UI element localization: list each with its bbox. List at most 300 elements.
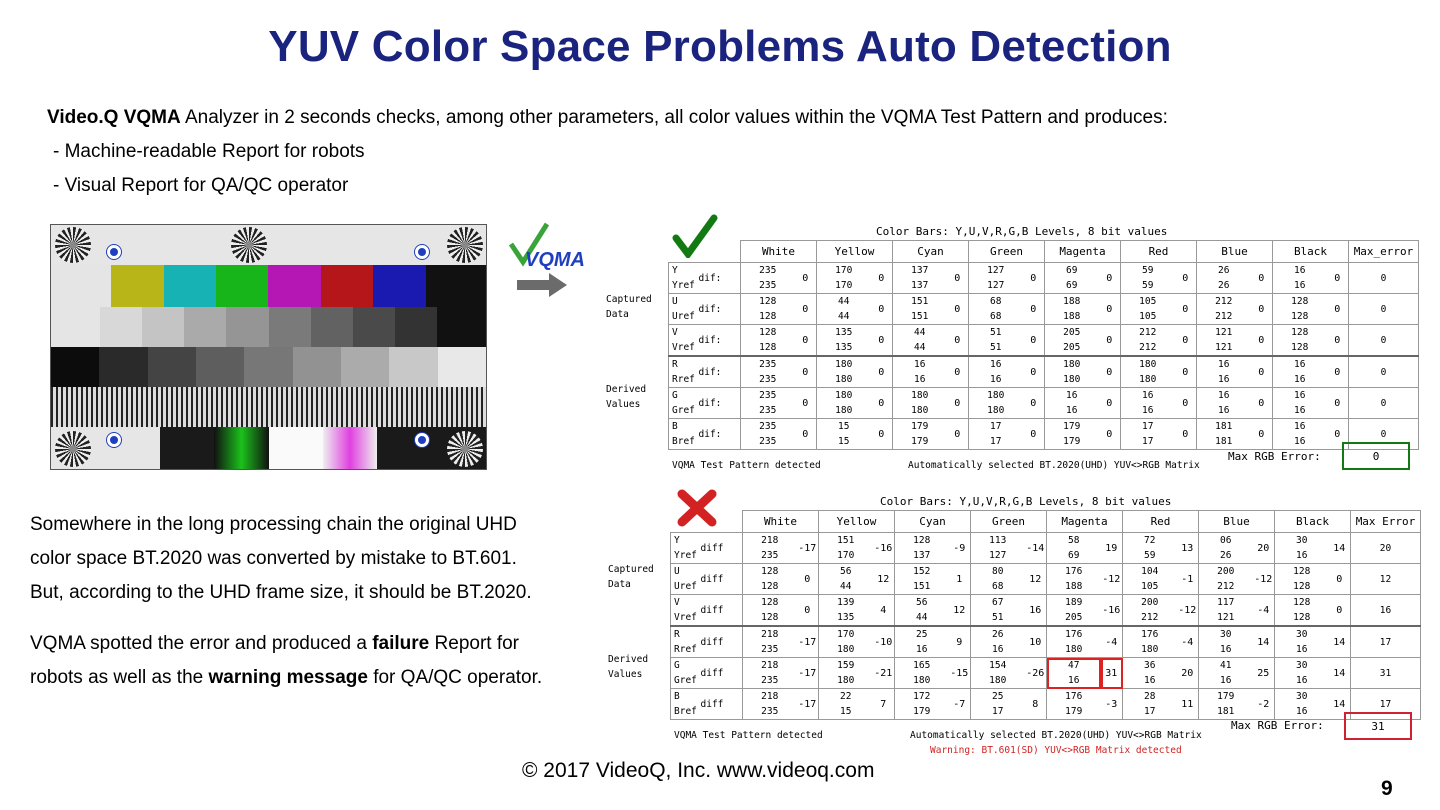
page-title: YUV Color Space Problems Auto Detection — [268, 22, 1172, 71]
measured-value: 180 — [911, 390, 929, 401]
reference-value: 179 — [1063, 436, 1081, 447]
value-cell — [1197, 263, 1251, 294]
row-label — [671, 626, 701, 658]
measured-value: 28 — [1144, 691, 1156, 702]
row-label-measured: B — [674, 691, 680, 702]
measured-value: 16 — [990, 359, 1002, 370]
fail-report-table — [670, 510, 1421, 720]
max-error-cell: 0 — [1349, 356, 1419, 388]
reference-value: 180 — [987, 405, 1005, 416]
value-cell — [1123, 626, 1177, 658]
measured-value: 30 — [1296, 691, 1308, 702]
reference-value: 179 — [911, 436, 929, 447]
diff-cell: 13 — [1177, 533, 1199, 564]
reference-value: 180 — [835, 374, 853, 385]
reference-value: 127 — [989, 550, 1007, 561]
measured-value: 47 — [1068, 660, 1080, 671]
measured-value: 72 — [1144, 535, 1156, 546]
diff-label: dif: — [699, 419, 741, 450]
value-cell — [971, 595, 1025, 627]
column-header: Green — [971, 511, 1047, 533]
measured-value: 127 — [987, 265, 1005, 276]
value-cell — [895, 626, 949, 658]
reference-value: 235 — [759, 405, 777, 416]
reference-value: 180 — [989, 675, 1007, 686]
reference-value: 128 — [759, 342, 777, 353]
diff-cell: 0 — [1099, 263, 1121, 294]
value-cell — [819, 689, 873, 720]
row-label-measured: V — [674, 597, 680, 608]
diff-cell: 0 — [1175, 388, 1197, 419]
max-error-cell: 0 — [1349, 294, 1419, 325]
reference-value: 128 — [1293, 612, 1311, 623]
reference-value: 180 — [911, 405, 929, 416]
diff-cell: -12 — [1253, 564, 1275, 595]
diff-cell: -17 — [797, 689, 819, 720]
reference-value: 180 — [835, 405, 853, 416]
reference-value: 181 — [1217, 706, 1235, 717]
row-label-reference: Gref — [672, 405, 695, 416]
value-cell — [741, 388, 795, 419]
value-cell — [1273, 294, 1327, 325]
diff-label: dif: — [699, 325, 741, 357]
reference-value: 16 — [1296, 644, 1308, 655]
diff-cell: 0 — [1099, 388, 1121, 419]
value-cell — [1273, 325, 1327, 357]
measured-value: 58 — [1068, 535, 1080, 546]
diff-cell: -10 — [873, 626, 895, 658]
value-cell — [1273, 263, 1327, 294]
value-cell — [741, 419, 795, 450]
diff-cell: 0 — [947, 356, 969, 388]
measured-value: 180 — [835, 359, 853, 370]
table-row — [669, 325, 1419, 357]
diff-cell: 14 — [1253, 626, 1275, 658]
diff-cell: 0 — [1023, 388, 1045, 419]
value-cell — [1199, 564, 1253, 595]
measured-value: 117 — [1217, 597, 1235, 608]
diff-cell: -17 — [797, 533, 819, 564]
reference-value: 128 — [761, 581, 779, 592]
diff-cell: 11 — [1177, 689, 1199, 720]
diff-cell: 9 — [949, 626, 971, 658]
reference-value: 17 — [1142, 436, 1154, 447]
reference-value: 127 — [987, 280, 1005, 291]
value-cell — [1199, 689, 1253, 720]
diff-cell: -17 — [797, 658, 819, 689]
pass-status-right: Automatically selected BT.2020(UHD) YUV<>RGB Matrix — [908, 460, 1200, 471]
diff-cell: 0 — [1327, 263, 1349, 294]
row-label-reference: Uref — [672, 311, 695, 322]
diff-cell: -12 — [1177, 595, 1199, 627]
value-cell — [1121, 325, 1175, 357]
reference-value: 135 — [837, 612, 855, 623]
reference-value: 105 — [1139, 311, 1157, 322]
diff-cell: 12 — [1025, 564, 1047, 595]
right-arrow-icon — [517, 273, 567, 297]
row-label-reference: Bref — [674, 706, 697, 717]
column-header: Red — [1121, 241, 1197, 263]
measured-value: 36 — [1144, 660, 1156, 671]
measured-value: 137 — [911, 265, 929, 276]
reference-value: 17 — [992, 706, 1004, 717]
reference-value: 235 — [761, 644, 779, 655]
measured-value: 181 — [1215, 421, 1233, 432]
pass-captured-label: Captured Data — [606, 294, 652, 320]
measured-value: 105 — [1139, 296, 1157, 307]
value-cell — [969, 325, 1023, 357]
value-cell — [743, 626, 797, 658]
measured-value: 06 — [1220, 535, 1232, 546]
value-cell — [895, 564, 949, 595]
diff-cell: 14 — [1329, 689, 1351, 720]
diff-cell: 20 — [1177, 658, 1199, 689]
value-cell — [1199, 595, 1253, 627]
reference-value: 44 — [916, 612, 928, 623]
diff-cell: -7 — [949, 689, 971, 720]
reference-value: 68 — [992, 581, 1004, 592]
value-cell — [743, 658, 797, 689]
diff-cell: 31 — [1101, 658, 1123, 689]
reference-value: 235 — [759, 436, 777, 447]
value-cell — [741, 294, 795, 325]
diff-cell: 0 — [1251, 419, 1273, 450]
reference-value: 16 — [1220, 675, 1232, 686]
value-cell — [893, 325, 947, 357]
fail-status-right: Automatically selected BT.2020(UHD) YUV<>RGB Matrix — [910, 730, 1202, 741]
diff-cell: 14 — [1329, 658, 1351, 689]
table-row — [671, 626, 1421, 658]
reference-value: 212 — [1139, 342, 1157, 353]
diff-cell: 0 — [1023, 263, 1045, 294]
max-error-cell: 0 — [1349, 325, 1419, 357]
value-cell — [1121, 419, 1175, 450]
diff-cell: 0 — [1099, 419, 1121, 450]
reference-value: 179 — [913, 706, 931, 717]
row-label-measured: R — [674, 629, 680, 640]
row-label-measured: B — [672, 421, 678, 432]
measured-value: 16 — [1142, 390, 1154, 401]
diff-cell: -4 — [1177, 626, 1199, 658]
measured-value: 235 — [759, 359, 777, 370]
measured-value: 200 — [1217, 566, 1235, 577]
measured-value: 25 — [992, 691, 1004, 702]
diff-cell: 0 — [947, 325, 969, 357]
bullet-robots: - Machine-readable Report for robots — [53, 141, 365, 162]
column-header: White — [741, 241, 817, 263]
measured-value: 41 — [1220, 660, 1232, 671]
intro-text — [47, 107, 1168, 129]
row-label-measured: Y — [672, 265, 678, 276]
value-cell — [817, 419, 871, 450]
diff-cell: 0 — [871, 388, 893, 419]
fail-captured-label: Captured Data — [608, 564, 654, 590]
diff-cell: 0 — [947, 388, 969, 419]
value-cell — [1123, 689, 1177, 720]
diff-cell: 0 — [1251, 263, 1273, 294]
measured-value: 235 — [759, 421, 777, 432]
measured-value: 180 — [987, 390, 1005, 401]
explanation-paragraph — [30, 508, 532, 610]
row-label — [669, 419, 699, 450]
value-cell — [971, 626, 1025, 658]
measured-value: 218 — [761, 535, 779, 546]
value-cell — [1275, 564, 1329, 595]
diff-cell: 0 — [795, 325, 817, 357]
reference-value: 59 — [1144, 550, 1156, 561]
pass-derived-label: Derived Values — [606, 384, 647, 410]
value-cell — [893, 419, 947, 450]
reference-value: 16 — [990, 374, 1002, 385]
column-header: Cyan — [895, 511, 971, 533]
diff-cell: -3 — [1101, 689, 1123, 720]
measured-value: 189 — [1065, 597, 1083, 608]
column-header: Magenta — [1045, 241, 1121, 263]
max-error-cell: 17 — [1351, 689, 1421, 720]
diff-cell: 12 — [949, 595, 971, 627]
diff-label: diff — [701, 564, 743, 595]
measured-value: 212 — [1139, 327, 1157, 338]
fail-derived-label: Derived Values — [608, 654, 649, 680]
diff-cell: 0 — [1327, 294, 1349, 325]
diff-cell: -1 — [1177, 564, 1199, 595]
measured-value: 104 — [1141, 566, 1159, 577]
diff-cell: 0 — [1175, 294, 1197, 325]
pass-report-title: Color Bars: Y,U,V,R,G,B Levels, 8 bit values — [876, 225, 1168, 238]
diff-label: diff — [701, 533, 743, 564]
value-cell — [819, 595, 873, 627]
row-label — [669, 356, 699, 388]
diff-cell: 19 — [1101, 533, 1123, 564]
value-cell — [1047, 626, 1101, 658]
diff-cell: 0 — [871, 325, 893, 357]
measured-value: 179 — [1063, 421, 1081, 432]
diff-cell: 0 — [1175, 419, 1197, 450]
measured-value: 176 — [1065, 566, 1083, 577]
diff-label: dif: — [699, 263, 741, 294]
value-cell — [1197, 325, 1251, 357]
intro-rest: Analyzer in 2 seconds checks, among other parameters, all color values within the VQMA Test Pattern and produces: — [180, 107, 1168, 128]
copyright-footer: © 2017 VideoQ, Inc. www.videoq.com — [522, 759, 875, 782]
row-label — [671, 595, 701, 627]
value-cell — [743, 689, 797, 720]
measured-value: 67 — [992, 597, 1004, 608]
value-cell — [1045, 388, 1099, 419]
reference-value: 235 — [759, 374, 777, 385]
diff-cell: 14 — [1329, 626, 1351, 658]
reference-value: 16 — [1296, 550, 1308, 561]
reference-value: 16 — [1294, 280, 1306, 291]
column-header: Magenta — [1047, 511, 1123, 533]
reference-value: 15 — [838, 436, 850, 447]
pass-max-label: Max RGB Error: — [1228, 450, 1321, 463]
fail-status-left: VQMA Test Pattern detected — [674, 730, 823, 741]
measured-value: 218 — [761, 660, 779, 671]
measured-value: 235 — [759, 390, 777, 401]
measured-value: 30 — [1296, 629, 1308, 640]
reference-value: 17 — [1144, 706, 1156, 717]
measured-value: 165 — [913, 660, 931, 671]
value-cell — [971, 533, 1025, 564]
row-label — [669, 294, 699, 325]
value-cell — [743, 564, 797, 595]
measured-value: 56 — [840, 566, 852, 577]
explanation-line-2: color space BT.2020 was converted by mistake to BT.601. — [30, 548, 517, 569]
value-cell — [893, 263, 947, 294]
reference-value: 16 — [1068, 675, 1080, 686]
value-cell — [971, 564, 1025, 595]
measured-value: 128 — [1291, 296, 1309, 307]
reference-value: 135 — [835, 342, 853, 353]
reference-value: 180 — [837, 644, 855, 655]
reference-value: 212 — [1141, 612, 1159, 623]
diff-cell: 12 — [873, 564, 895, 595]
measured-value: 128 — [913, 535, 931, 546]
measured-value: 51 — [990, 327, 1002, 338]
measured-value: 69 — [1066, 265, 1078, 276]
measured-value: 180 — [1063, 359, 1081, 370]
measured-value: 80 — [992, 566, 1004, 577]
row-label — [671, 689, 701, 720]
diff-cell: 0 — [795, 263, 817, 294]
measured-value: 176 — [1141, 629, 1159, 640]
value-cell — [819, 564, 873, 595]
diff-cell: 0 — [1251, 325, 1273, 357]
reference-value: 16 — [992, 644, 1004, 655]
reference-value: 180 — [1139, 374, 1157, 385]
row-label-reference: Yref — [674, 550, 697, 561]
diff-cell: -21 — [873, 658, 895, 689]
diff-cell: 0 — [1327, 356, 1349, 388]
reference-value: 16 — [1294, 374, 1306, 385]
reference-value: 16 — [1066, 405, 1078, 416]
reference-value: 51 — [992, 612, 1004, 623]
column-header: Blue — [1197, 241, 1273, 263]
reference-value: 16 — [1294, 405, 1306, 416]
value-cell — [1121, 356, 1175, 388]
diff-label: diff — [701, 658, 743, 689]
measured-value: 17 — [1142, 421, 1154, 432]
value-cell — [1123, 595, 1177, 627]
reference-value: 59 — [1142, 280, 1154, 291]
measured-value: 16 — [1294, 359, 1306, 370]
value-cell — [1123, 564, 1177, 595]
measured-value: 179 — [911, 421, 929, 432]
value-cell — [1197, 419, 1251, 450]
measured-value: 218 — [761, 629, 779, 640]
measured-value: 128 — [761, 597, 779, 608]
diff-cell: -16 — [873, 533, 895, 564]
reference-value: 16 — [916, 644, 928, 655]
value-cell — [895, 689, 949, 720]
measured-value: 200 — [1141, 597, 1159, 608]
row-label-reference: Vref — [672, 342, 695, 353]
measured-value: 179 — [1217, 691, 1235, 702]
reference-value: 44 — [914, 342, 926, 353]
measured-value: 44 — [914, 327, 926, 338]
measured-value: 16 — [1218, 390, 1230, 401]
diff-cell: 0 — [795, 356, 817, 388]
row-label — [671, 533, 701, 564]
measured-value: 15 — [838, 421, 850, 432]
measured-value: 128 — [759, 327, 777, 338]
measured-value: 16 — [1066, 390, 1078, 401]
value-cell — [1045, 356, 1099, 388]
value-cell — [895, 658, 949, 689]
value-cell — [743, 595, 797, 627]
value-cell — [1273, 388, 1327, 419]
diff-cell: -14 — [1025, 533, 1047, 564]
diff-cell: -12 — [1101, 564, 1123, 595]
diff-cell: -16 — [1101, 595, 1123, 627]
reference-value: 180 — [1063, 374, 1081, 385]
diff-cell: 0 — [1327, 388, 1349, 419]
diff-cell: 8 — [1025, 689, 1047, 720]
max-error-cell: 20 — [1351, 533, 1421, 564]
diff-cell: 0 — [797, 564, 819, 595]
reference-value: 26 — [1218, 280, 1230, 291]
row-label-reference: Rref — [672, 374, 695, 385]
measured-value: 176 — [1065, 691, 1083, 702]
reference-value: 51 — [990, 342, 1002, 353]
measured-value: 170 — [835, 265, 853, 276]
max-error-cell: 0 — [1349, 263, 1419, 294]
reference-value: 128 — [1291, 311, 1309, 322]
fail-max-label: Max RGB Error: — [1231, 719, 1324, 732]
value-cell — [1275, 658, 1329, 689]
measured-value: 30 — [1220, 629, 1232, 640]
value-cell — [817, 325, 871, 357]
row-label-reference: Vref — [674, 612, 697, 623]
value-cell — [1273, 356, 1327, 388]
warning-message-words: warning message — [208, 667, 368, 688]
measured-value: 128 — [1293, 597, 1311, 608]
measured-value: 22 — [840, 691, 852, 702]
value-cell — [893, 356, 947, 388]
table-row — [671, 658, 1421, 689]
failure-word: failure — [372, 633, 430, 654]
measured-value: 59 — [1142, 265, 1154, 276]
value-cell — [971, 658, 1025, 689]
column-header: Cyan — [893, 241, 969, 263]
diff-cell: 0 — [795, 388, 817, 419]
value-cell — [1199, 658, 1253, 689]
column-header: Max Error — [1351, 511, 1421, 533]
diff-cell: 10 — [1025, 626, 1047, 658]
reference-value: 16 — [1142, 405, 1154, 416]
value-cell — [741, 263, 795, 294]
value-cell — [1199, 626, 1253, 658]
diff-cell: -17 — [797, 626, 819, 658]
table-row — [669, 388, 1419, 419]
reference-value: 151 — [911, 311, 929, 322]
table-row — [669, 263, 1419, 294]
measured-value: 152 — [913, 566, 931, 577]
reference-value: 151 — [913, 581, 931, 592]
measured-value: 139 — [837, 597, 855, 608]
diff-cell: 0 — [947, 419, 969, 450]
measured-value: 159 — [837, 660, 855, 671]
max-error-cell: 0 — [1349, 419, 1419, 450]
reference-value: 44 — [838, 311, 850, 322]
diff-cell: 0 — [1251, 388, 1273, 419]
value-cell — [971, 689, 1025, 720]
reference-value: 16 — [1296, 675, 1308, 686]
value-cell — [741, 356, 795, 388]
reference-value: 16 — [1218, 405, 1230, 416]
measured-value: 172 — [913, 691, 931, 702]
row-label — [671, 658, 701, 689]
